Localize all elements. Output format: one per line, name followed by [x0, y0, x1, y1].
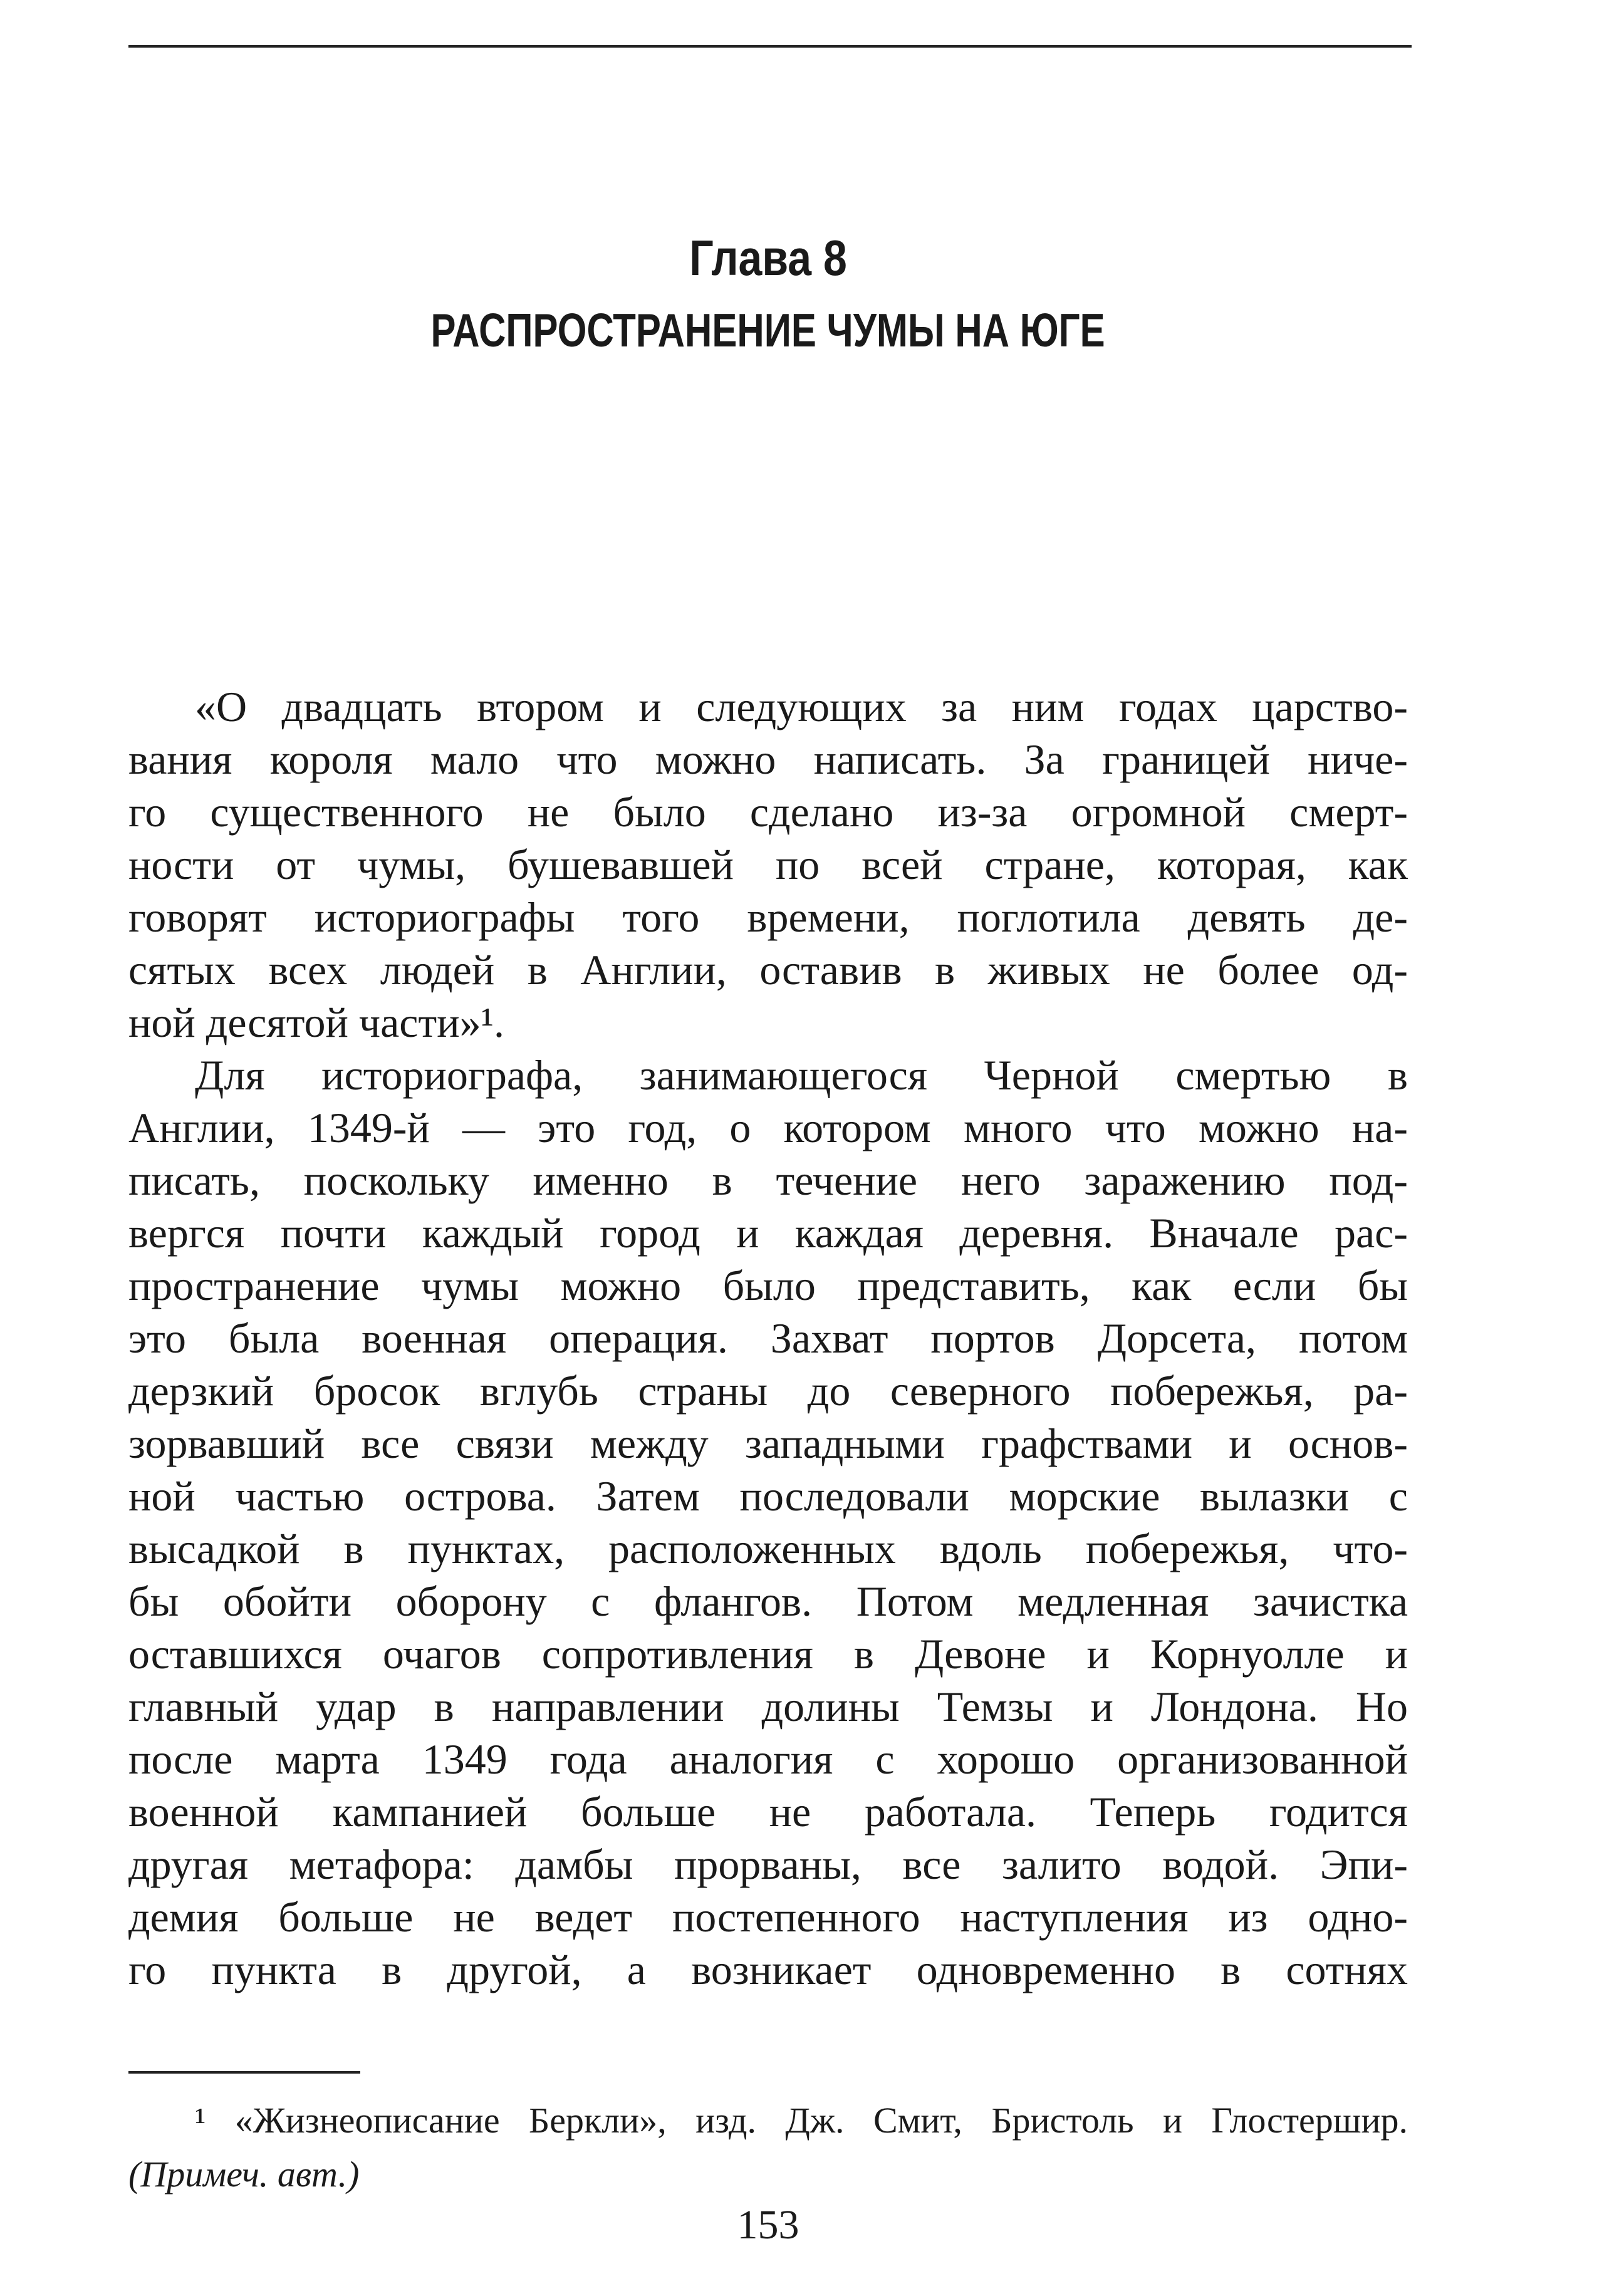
chapter-title-text: РАСПРОСТРАНЕНИЕ ЧУМЫ НА ЮГЕ: [430, 304, 1106, 356]
text-line: «О двадцать втором и следующих за ним годах царство-: [195, 683, 1408, 730]
chapter-number: [128, 231, 1408, 286]
text-line: оставшихся очагов сопротивления в Девоне и Корнуолле и: [128, 1630, 1408, 1678]
text-line: зорвавший все связи между западными графствами и основ-: [128, 1420, 1408, 1467]
text-line: ной частью острова. Затем последовали морские вылазки с: [128, 1472, 1408, 1520]
text-line: бы обойти оборону с флангов. Потом медленная зачистка: [128, 1577, 1408, 1625]
text-line: после марта 1349 года аналогия с хорошо организованной: [128, 1735, 1408, 1783]
text-line: главный удар в направлении долины Темзы и Лондона. Но: [128, 1683, 1408, 1730]
text-line: ной десятой части»¹.: [128, 999, 504, 1046]
chapter-heading: [128, 231, 1408, 357]
footnote-text: ¹ «Жизнеописание Беркли», изд. Дж. Смит, Бристоль и Глостершир.: [195, 2100, 1408, 2141]
text-line: демия больше не ведет постепенного наступления из одно-: [128, 1893, 1408, 1941]
footnote-rule: [128, 2071, 360, 2074]
text-line: говорят историографы того времени, поглотила девять де-: [128, 893, 1408, 941]
text-line: это была военная операция. Захват портов Дорсета, потом: [128, 1314, 1408, 1362]
text-line: ности от чумы, бушевавшей по всей стране, которая, как: [128, 841, 1408, 888]
text-line: военной кампанией больше не работала. Теперь годится: [128, 1788, 1408, 1836]
text-line: го пункта в другой, а возникает одновременно в сотнях: [128, 1946, 1408, 1993]
header-rule: [128, 45, 1412, 48]
footnote-attribution: (Примеч. авт.): [128, 2154, 360, 2195]
text-line: дерзкий бросок вглубь страны до северного побережья, ра-: [128, 1367, 1408, 1415]
paragraph: [128, 1049, 1408, 1996]
text-line: Англии, 1349-й — это год, о котором много что можно на-: [128, 1104, 1408, 1151]
chapter-title: [128, 303, 1408, 357]
body-text: [128, 680, 1408, 1996]
page-number: 153: [737, 2202, 799, 2248]
chapter-number-text: Глава 8: [689, 230, 847, 286]
text-line: вания короля мало что можно написать. За границей ниче-: [128, 735, 1408, 783]
text-line: го существенного не было сделано из-за огромной смерт-: [128, 788, 1408, 836]
text-line: Для историографа, занимающегося Черной смертью в: [195, 1051, 1408, 1099]
text-line: писать, поскольку именно в течение него заражению под-: [128, 1156, 1408, 1204]
text-line: сятых всех людей в Англии, оставив в живых не более од-: [128, 946, 1408, 994]
text-line: высадкой в пунктах, расположенных вдоль побережья, что-: [128, 1525, 1408, 1572]
text-line: пространение чумы можно было представить, как если бы: [128, 1262, 1408, 1309]
text-line: другая метафора: дамбы прорваны, все залито водой. Эпи-: [128, 1841, 1408, 1888]
text-line: вергся почти каждый город и каждая деревня. Вначале рас-: [128, 1209, 1408, 1257]
paragraph: [128, 680, 1408, 1049]
footnote: [128, 2094, 1408, 2201]
